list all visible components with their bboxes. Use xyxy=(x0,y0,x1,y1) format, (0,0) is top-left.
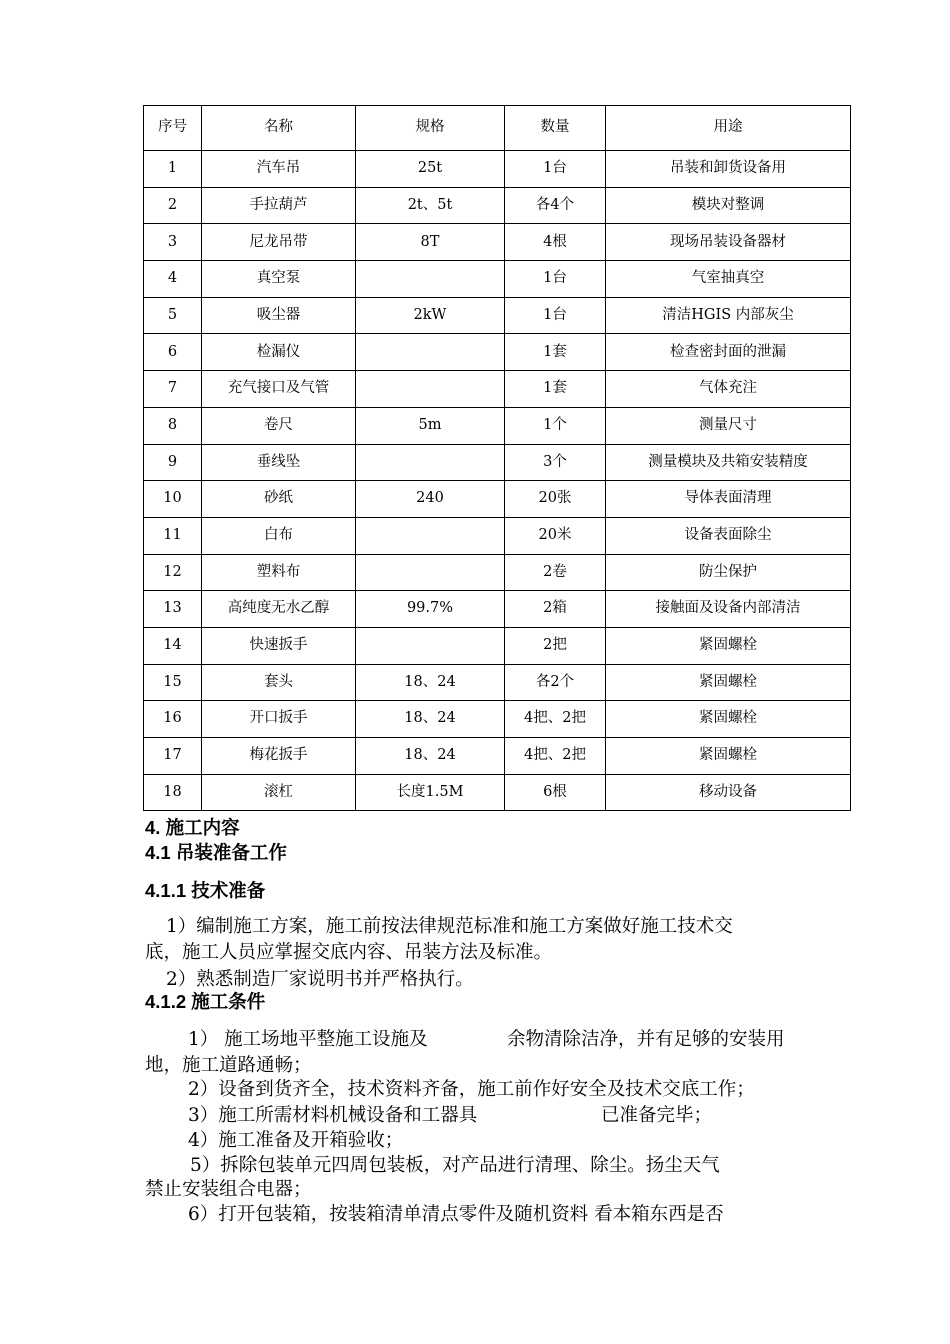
table-header-cell: 序号 xyxy=(144,106,202,151)
table-row xyxy=(144,774,851,811)
table-cell xyxy=(356,627,505,664)
table-cell: 1台 xyxy=(505,261,606,298)
paragraph-line: 底，施工人员应掌握交底内容、吊装方法及标准。 xyxy=(145,942,553,963)
table-cell: 4把、2把 xyxy=(505,701,606,738)
table-cell: 移动设备 xyxy=(606,774,851,811)
table-header-cell: 数量 xyxy=(505,106,606,151)
table-row xyxy=(144,297,851,334)
paragraph-line: 2）设备到货齐全，技术资料齐备，施工前作好安全及技术交底工作； xyxy=(188,1079,755,1100)
table-cell: 气室抽真空 xyxy=(606,261,851,298)
table-cell: 设备表面除尘 xyxy=(606,517,851,554)
table-row xyxy=(144,738,851,775)
table-cell: 6 xyxy=(144,334,202,371)
paragraph-line: 1） 施工场地平整施工设施及 xyxy=(188,1029,428,1050)
table-cell: 导体表面清理 xyxy=(606,481,851,518)
table-cell: 紧固螺栓 xyxy=(606,627,851,664)
table-cell xyxy=(356,261,505,298)
table-cell: 13 xyxy=(144,591,202,628)
table-cell: 11 xyxy=(144,517,202,554)
table-row xyxy=(144,151,851,188)
table-cell: 各2个 xyxy=(505,664,606,701)
table-cell: 检查密封面的泄漏 xyxy=(606,334,851,371)
table-row xyxy=(144,334,851,371)
table-cell: 手拉葫芦 xyxy=(202,187,356,224)
table-cell: 滚杠 xyxy=(202,774,356,811)
paragraph-line: 2）熟悉制造厂家说明书并严格执行。 xyxy=(166,969,474,990)
table-row xyxy=(144,224,851,261)
table-header-cell: 用途 xyxy=(606,106,851,151)
table-cell: 高纯度无水乙醇 xyxy=(202,591,356,628)
table-cell: 2 xyxy=(144,187,202,224)
table-cell: 3个 xyxy=(505,444,606,481)
table-cell: 2kW xyxy=(356,297,505,334)
table-cell: 18 xyxy=(144,774,202,811)
table-row xyxy=(144,187,851,224)
paragraph-line: 5）拆除包装单元四周包装板，对产品进行清理、除尘。扬尘天气 xyxy=(190,1155,720,1176)
table-cell xyxy=(356,371,505,408)
section-heading: 4. 施工内容 xyxy=(145,817,240,838)
table-row xyxy=(144,481,851,518)
table-cell: 紧固螺栓 xyxy=(606,701,851,738)
table-row xyxy=(144,554,851,591)
table-cell: 1个 xyxy=(505,407,606,444)
table-cell: 套头 xyxy=(202,664,356,701)
table-cell: 吸尘器 xyxy=(202,297,356,334)
table-row xyxy=(144,371,851,408)
table-cell: 15 xyxy=(144,664,202,701)
table-cell: 2箱 xyxy=(505,591,606,628)
table-cell: 20张 xyxy=(505,481,606,518)
table-cell: 20米 xyxy=(505,517,606,554)
table-cell: 气体充注 xyxy=(606,371,851,408)
table-cell: 1套 xyxy=(505,371,606,408)
table-cell: 2卷 xyxy=(505,554,606,591)
paragraph-line: 3）施工所需材料机械设备和工器具 xyxy=(188,1105,478,1126)
table-cell: 4 xyxy=(144,261,202,298)
table-cell: 真空泵 xyxy=(202,261,356,298)
table-cell: 接触面及设备内部清洁 xyxy=(606,591,851,628)
table-cell: 防尘保护 xyxy=(606,554,851,591)
section-heading: 4.1.1 技术准备 xyxy=(145,880,266,901)
table-row xyxy=(144,444,851,481)
table-cell: 1套 xyxy=(505,334,606,371)
table-cell xyxy=(356,517,505,554)
table-cell: 16 xyxy=(144,701,202,738)
table-header-row xyxy=(144,106,851,151)
table-cell: 25t xyxy=(356,151,505,188)
table-cell: 卷尺 xyxy=(202,407,356,444)
table-cell: 9 xyxy=(144,444,202,481)
table-cell: 吊装和卸货设备用 xyxy=(606,151,851,188)
table-cell: 2把 xyxy=(505,627,606,664)
table-cell: 塑料布 xyxy=(202,554,356,591)
table-cell: 5m xyxy=(356,407,505,444)
table-cell: 8T xyxy=(356,224,505,261)
paragraph-line: 禁止安装组合电器； xyxy=(145,1179,312,1200)
table-cell: 1 xyxy=(144,151,202,188)
table-cell xyxy=(356,334,505,371)
paragraph-line: 4）施工准备及开箱验收； xyxy=(188,1130,404,1151)
paragraph-line: 1）编制施工方案，施工前按法律规范标准和施工方案做好施工技术交 xyxy=(166,916,733,937)
table-cell: 测量尺寸 xyxy=(606,407,851,444)
table-cell: 紧固螺栓 xyxy=(606,664,851,701)
table-cell: 白布 xyxy=(202,517,356,554)
table-cell: 尼龙吊带 xyxy=(202,224,356,261)
table-cell: 18、24 xyxy=(356,664,505,701)
table-cell: 5 xyxy=(144,297,202,334)
table-row xyxy=(144,701,851,738)
table-cell: 17 xyxy=(144,738,202,775)
table-cell: 10 xyxy=(144,481,202,518)
table-cell: 梅花扳手 xyxy=(202,738,356,775)
table-cell: 240 xyxy=(356,481,505,518)
table-header-cell: 规格 xyxy=(356,106,505,151)
table-cell: 砂纸 xyxy=(202,481,356,518)
tools-table xyxy=(143,105,851,811)
table-cell: 现场吊装设备器材 xyxy=(606,224,851,261)
table-cell: 4根 xyxy=(505,224,606,261)
table-cell: 模块对整调 xyxy=(606,187,851,224)
table-cell: 各4个 xyxy=(505,187,606,224)
table-cell: 8 xyxy=(144,407,202,444)
table-cell: 长度1.5M xyxy=(356,774,505,811)
table-cell: 7 xyxy=(144,371,202,408)
table-cell xyxy=(356,554,505,591)
table-cell: 汽车吊 xyxy=(202,151,356,188)
table-row xyxy=(144,591,851,628)
paragraph-line: 6）打开包装箱，按装箱清单清点零件及随机资料 看本箱东西是否 xyxy=(188,1204,724,1225)
table-cell: 4把、2把 xyxy=(505,738,606,775)
table-row xyxy=(144,407,851,444)
table-row xyxy=(144,664,851,701)
table-cell: 18、24 xyxy=(356,738,505,775)
table-row xyxy=(144,261,851,298)
paragraph-line: 已准备完毕； xyxy=(601,1105,713,1126)
table-cell: 快速扳手 xyxy=(202,627,356,664)
table-row xyxy=(144,627,851,664)
table-cell: 1台 xyxy=(505,151,606,188)
table-cell: 开口扳手 xyxy=(202,701,356,738)
table-cell: 6根 xyxy=(505,774,606,811)
paragraph-line: 余物清除洁净，并有足够的安装用 xyxy=(507,1029,785,1050)
table-row xyxy=(144,517,851,554)
table-cell: 14 xyxy=(144,627,202,664)
table-header-cell: 名称 xyxy=(202,106,356,151)
table-cell: 测量模块及共箱安装精度 xyxy=(606,444,851,481)
table-cell: 18、24 xyxy=(356,701,505,738)
table-cell: 检漏仪 xyxy=(202,334,356,371)
table-cell: 99.7% xyxy=(356,591,505,628)
table-cell: 2t、5t xyxy=(356,187,505,224)
paragraph-line: 地，施工道路通畅； xyxy=(145,1055,312,1076)
table-cell xyxy=(356,444,505,481)
table-cell: 垂线坠 xyxy=(202,444,356,481)
section-heading: 4.1 吊装准备工作 xyxy=(145,842,287,863)
table-cell: 充气接口及气管 xyxy=(202,371,356,408)
table-cell: 1台 xyxy=(505,297,606,334)
table-cell: 3 xyxy=(144,224,202,261)
table-cell: 12 xyxy=(144,554,202,591)
table-cell: 清洁HGIS 内部灰尘 xyxy=(606,297,851,334)
section-heading: 4.1.2 施工条件 xyxy=(145,991,266,1012)
table-cell: 紧固螺栓 xyxy=(606,738,851,775)
